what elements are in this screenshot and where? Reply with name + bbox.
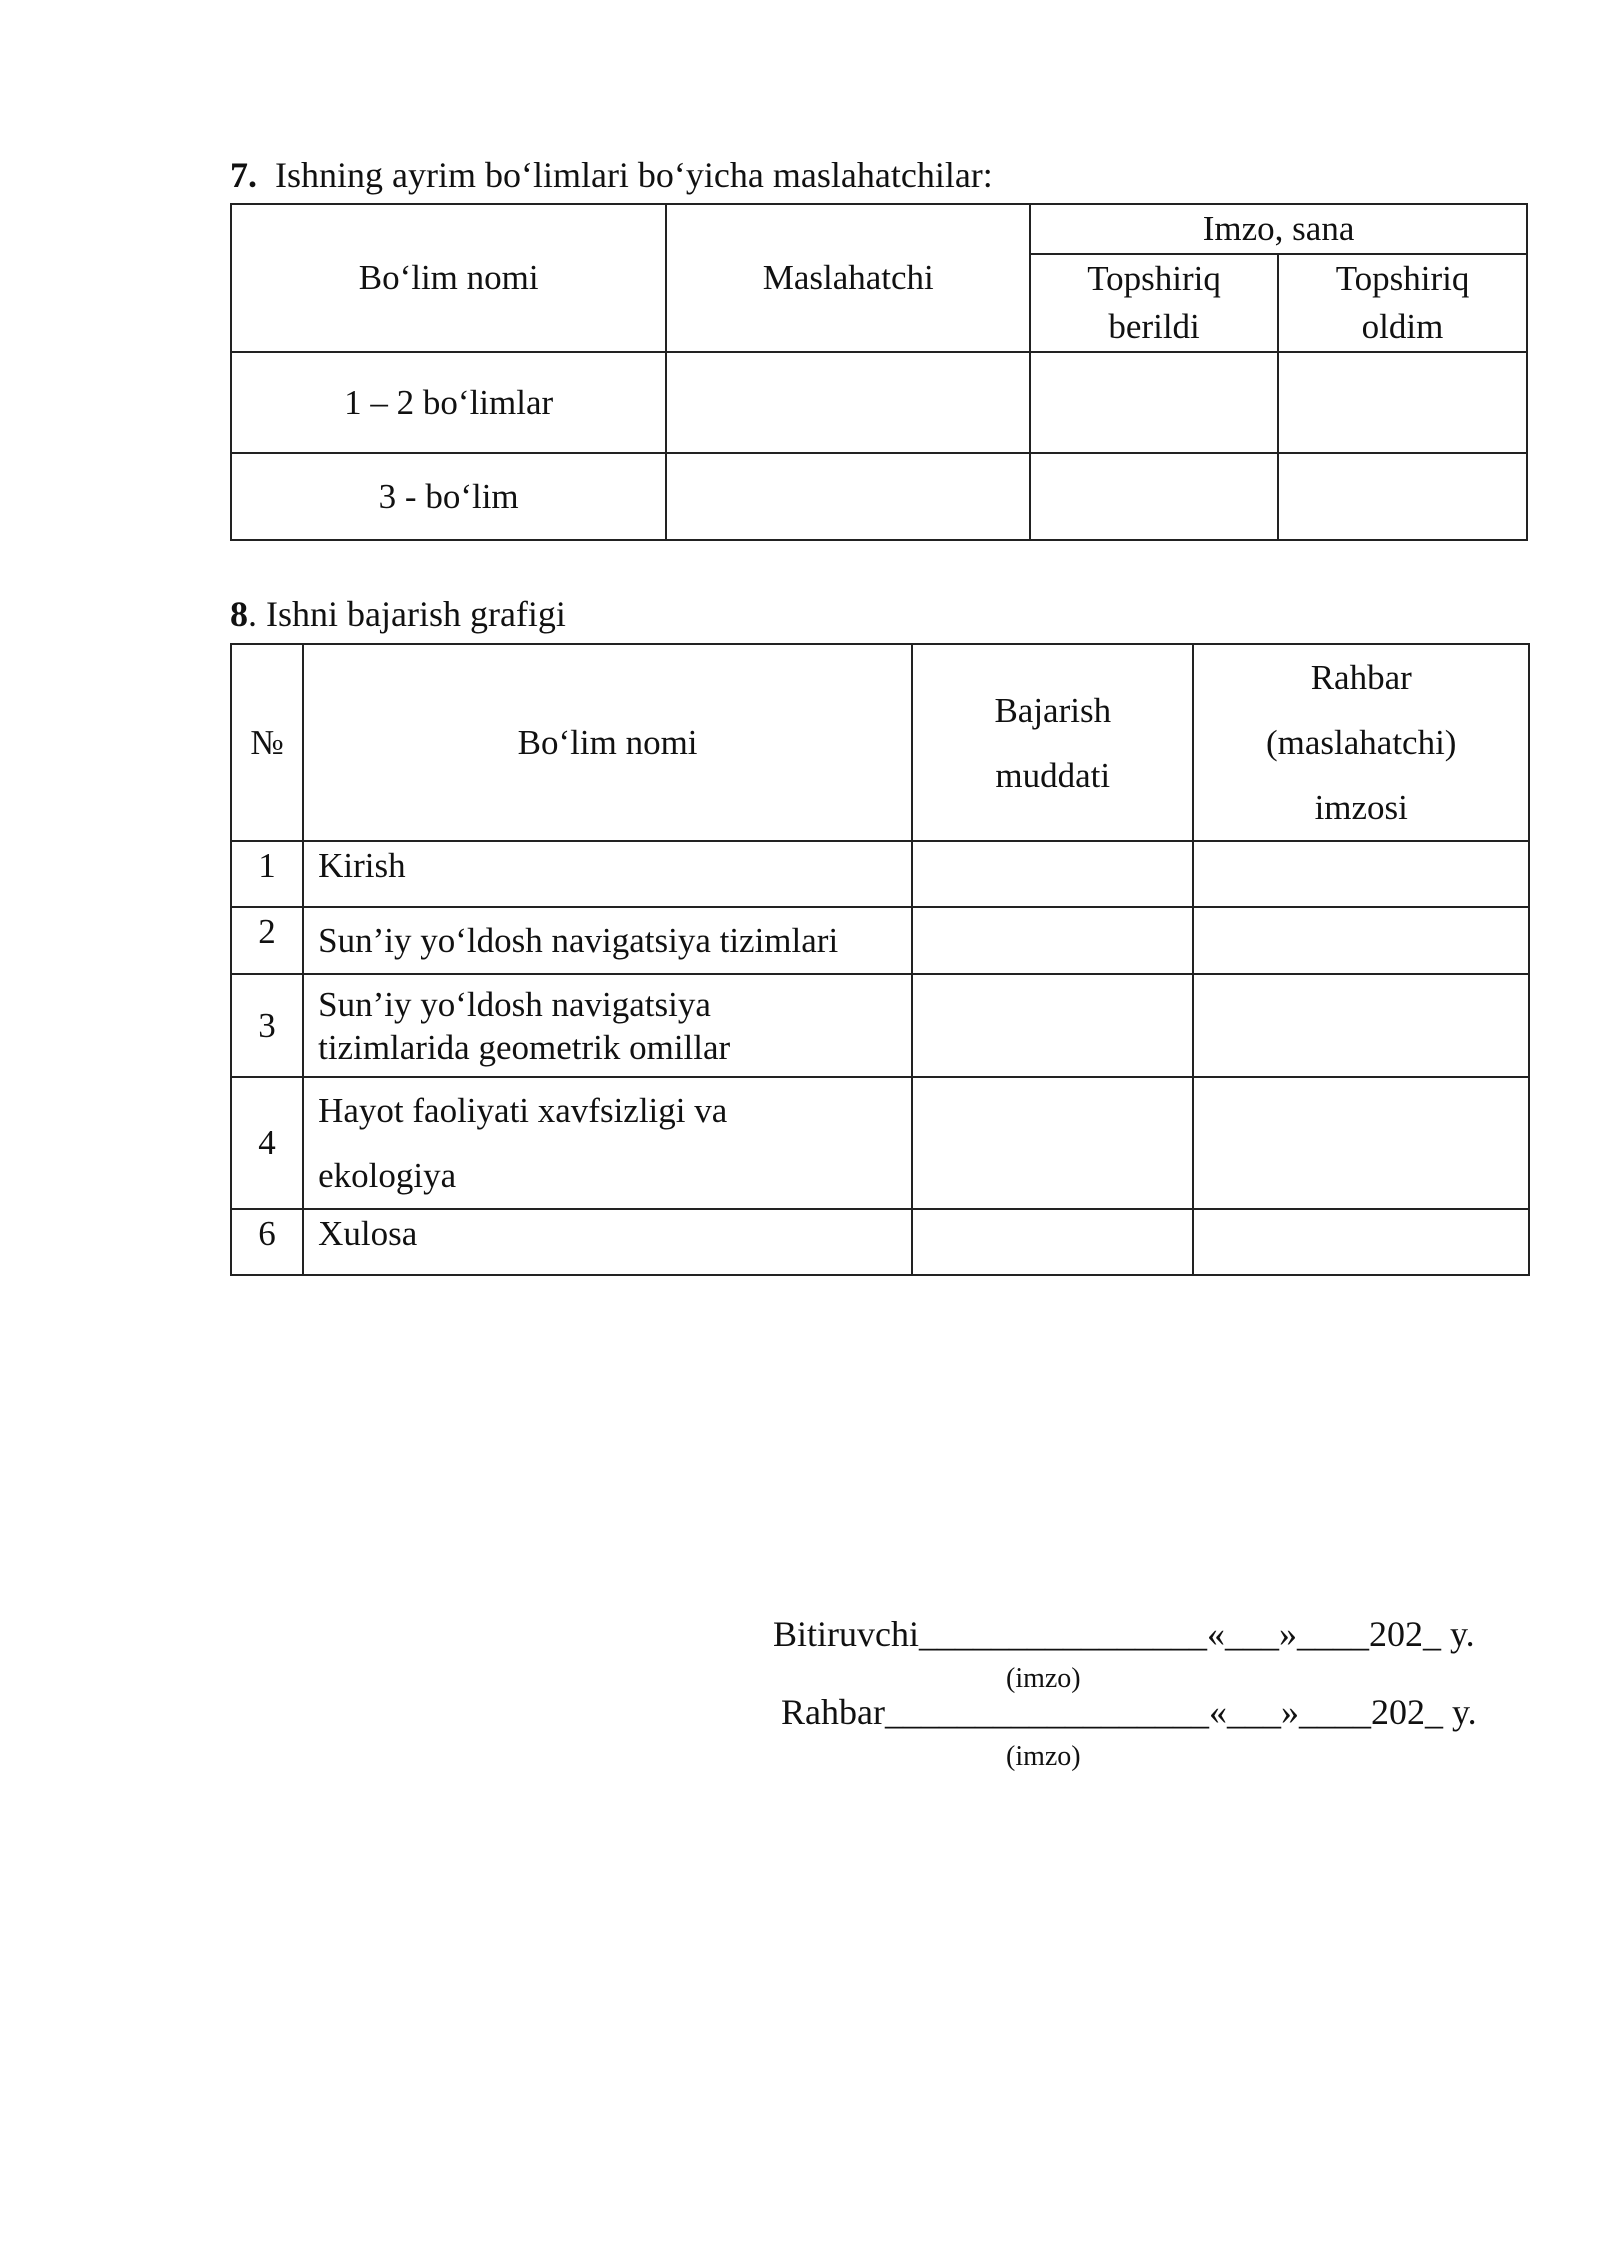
signature-cell — [1193, 974, 1529, 1077]
row-section-name-line2: ekologiya — [318, 1156, 457, 1195]
header-section-name: Bo‘lim nomi — [303, 644, 912, 841]
section-7-heading — [230, 153, 993, 197]
row-number: 2 — [231, 907, 303, 974]
table-row — [231, 352, 1527, 453]
row-section-name: 1 – 2 bo‘limlar — [231, 352, 666, 453]
header-consultant: Maslahatchi — [666, 204, 1030, 352]
section-8-title: . Ishni bajarish grafigi — [248, 594, 566, 634]
deadline-cell — [912, 841, 1193, 907]
row-number: 1 — [231, 841, 303, 907]
header-deadline-line1: Bajarish — [994, 690, 1112, 730]
graduate-signature-caption: (imzo) — [1006, 1663, 1081, 1694]
signature-cell — [1193, 1209, 1529, 1275]
header-number: № — [231, 644, 303, 841]
deadline-cell — [912, 1209, 1193, 1275]
header-supervisor-line1: Rahbar — [1310, 658, 1412, 697]
table-row — [231, 1209, 1529, 1275]
table-row — [231, 907, 1529, 974]
graduate-signature-line: Bitiruvchi________________«___»____202_ y. — [773, 1614, 1475, 1654]
row-section-name-line1: Sun’iy yo‘ldosh navigatsiya — [318, 984, 711, 1024]
consultant-cell — [666, 352, 1030, 453]
row-section-name — [303, 974, 912, 1077]
row-section-name-line2: tizimlarida geometrik omillar — [318, 1027, 731, 1067]
table-row — [231, 974, 1529, 1077]
signature-cell — [1193, 841, 1529, 907]
row-section-name — [303, 1077, 912, 1209]
header-supervisor-signature — [1193, 644, 1529, 841]
row-section-name: Kirish — [303, 841, 912, 907]
table-row — [231, 453, 1527, 540]
deadline-cell — [912, 974, 1193, 1077]
header-deadline-line2: muddati — [995, 755, 1111, 795]
task-received-cell — [1278, 352, 1527, 453]
row-number: 6 — [231, 1209, 303, 1275]
task-given-cell — [1030, 453, 1278, 540]
consultants-table — [230, 203, 1528, 541]
section-8-number: 8 — [230, 594, 248, 634]
header-deadline — [912, 644, 1193, 841]
supervisor-signature-caption: (imzo) — [1006, 1741, 1081, 1772]
section-7-number: 7. — [230, 155, 257, 195]
row-section-name: 3 - bo‘lim — [231, 453, 666, 540]
deadline-cell — [912, 907, 1193, 974]
signature-cell — [1193, 907, 1529, 974]
header-signature-date: Imzo, sana — [1030, 204, 1527, 254]
header-section-name: Bo‘lim nomi — [231, 204, 666, 352]
row-section-name: Xulosa — [303, 1209, 912, 1275]
consultant-cell — [666, 453, 1030, 540]
header-task-received: Topshiriq oldim — [1278, 254, 1527, 352]
task-given-cell — [1030, 352, 1278, 453]
table-row — [231, 1077, 1529, 1209]
table-row — [231, 841, 1529, 907]
section-8-heading — [230, 592, 566, 636]
row-section-name-line1: Hayot faoliyati xavfsizligi va — [318, 1091, 728, 1130]
task-received-cell — [1278, 453, 1527, 540]
section-7-title: Ishning ayrim bo‘limlari bo‘yicha maslahatchilar: — [275, 155, 993, 195]
supervisor-signature-line: Rahbar__________________«___»____202_ y. — [781, 1692, 1477, 1732]
signature-cell — [1193, 1077, 1529, 1209]
row-section-name: Sun’iy yo‘ldosh navigatsiya tizimlari — [303, 907, 912, 974]
deadline-cell — [912, 1077, 1193, 1209]
row-number: 4 — [231, 1077, 303, 1209]
header-task-given: Topshiriq berildi — [1030, 254, 1278, 352]
header-supervisor-line2: (maslahatchi) — [1266, 723, 1457, 762]
header-supervisor-line3: imzosi — [1314, 788, 1408, 827]
row-number: 3 — [231, 974, 303, 1077]
schedule-table — [230, 643, 1530, 1276]
